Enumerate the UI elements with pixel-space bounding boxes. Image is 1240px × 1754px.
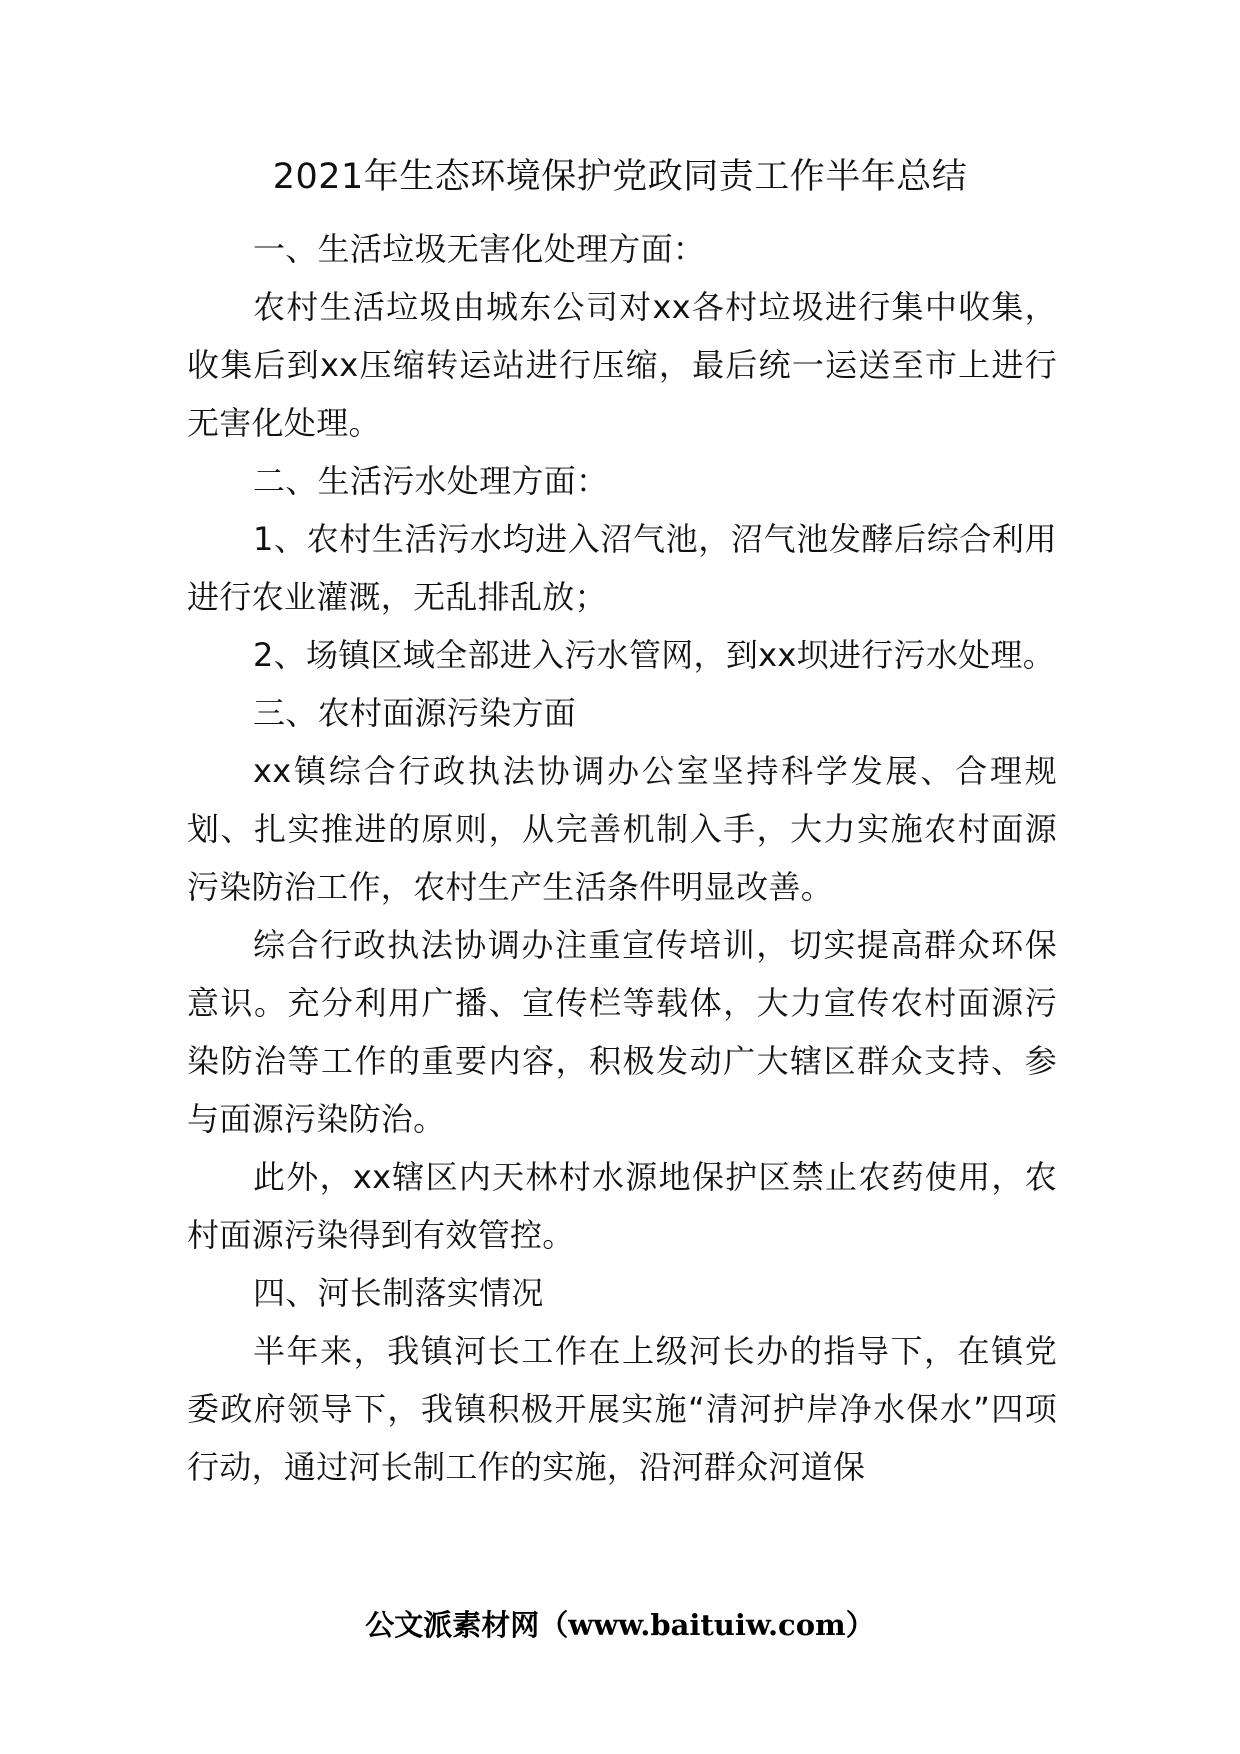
document-body — [187, 220, 1057, 1496]
paragraph: 综合行政执法协调办注重宣传培训，切实提高群众环保意识。充分利用广播、宣传栏等载体，大力宣传农村面源污染防治等工作的重要内容，积极发动广大辖区群众支持、参与面源污染防治。 — [187, 926, 1057, 1138]
paragraph: 1、农村生活污水均进入沼气池，沼气池发酵后综合利用进行农业灌溉，无乱排乱放； — [187, 520, 1057, 616]
section-heading-4: 四、河长制落实情况 — [253, 1274, 544, 1312]
section-heading-1: 一、生活垃圾无害化处理方面： — [253, 230, 706, 268]
section-heading-3: 三、农村面源污染方面 — [253, 694, 577, 732]
document-title: 2021年生态环境保护党政同责工作半年总结 — [272, 157, 968, 197]
paragraph: 半年来，我镇河长工作在上级河长办的指导下，在镇党委政府领导下，我镇积极开展实施“清河护岸净水保水”四项行动，通过河长制工作的实施，沿河群众河道保 — [187, 1332, 1057, 1486]
section-heading-2: 二、生活污水处理方面： — [253, 462, 609, 500]
paragraph: 农村生活垃圾由城东公司对xx各村垃圾进行集中收集，收集后到xx压缩转运站进行压缩，最后统一运送至市上进行无害化处理。 — [187, 288, 1057, 442]
paragraph: 2、场镇区域全部进入污水管网，到xx坝进行污水处理。 — [253, 636, 1056, 674]
paragraph: xx镇综合行政执法协调办公室坚持科学发展、合理规划、扎实推进的原则，从完善机制入手，大力实施农村面源污染防治工作，农村生产生活条件明显改善。 — [187, 752, 1057, 906]
paragraph: 此外，xx辖区内天林村水源地保护区禁止农药使用，农村面源污染得到有效管控。 — [187, 1158, 1057, 1254]
footer-source: 公文派素材网（www.baituiw.com） — [365, 1608, 875, 1642]
